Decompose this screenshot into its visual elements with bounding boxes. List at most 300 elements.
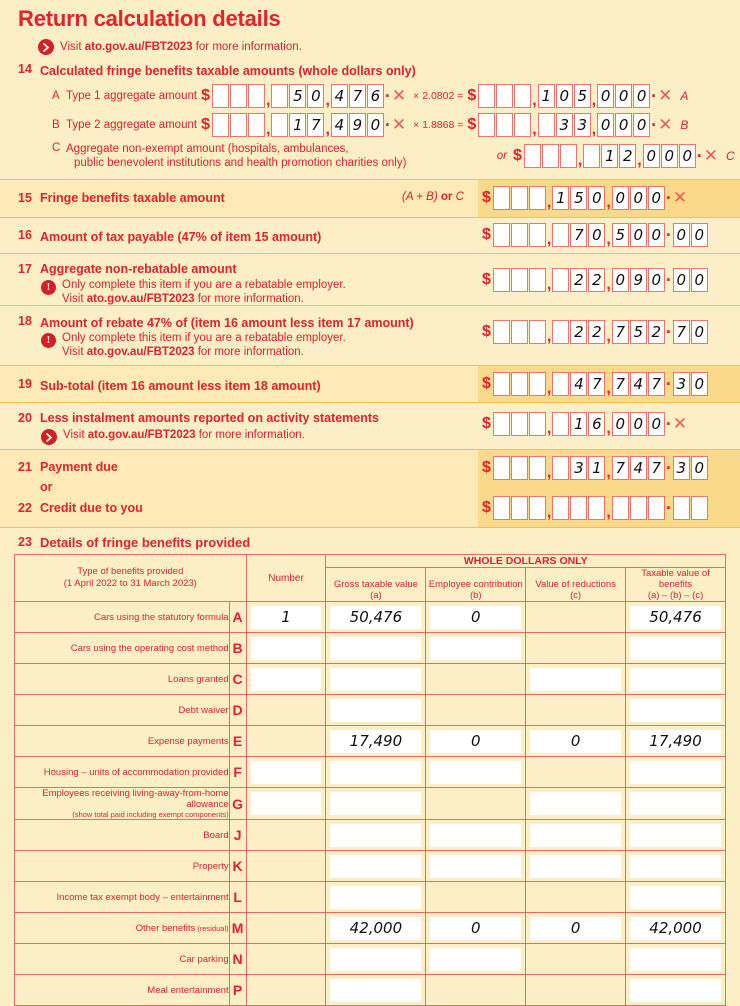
input-field[interactable] (630, 668, 721, 691)
gross-taxable-value-cell[interactable] (326, 820, 426, 851)
digit-box[interactable] (630, 496, 647, 520)
value-of-reductions-cell[interactable] (526, 788, 626, 820)
digit-box[interactable] (511, 268, 528, 292)
input-field[interactable] (330, 668, 421, 691)
digit-box[interactable] (248, 84, 265, 108)
digit-box[interactable] (230, 113, 247, 137)
thousands-comma: , (546, 380, 552, 397)
input-field[interactable]: 42,000 (630, 917, 721, 940)
digit-box[interactable]: 0 (630, 412, 647, 436)
input-field[interactable]: 50,476 (330, 606, 421, 629)
taxable-value-cell[interactable] (626, 664, 726, 695)
gross-taxable-value-cell[interactable] (326, 726, 426, 757)
cents-crossed-out-icon: ✕ (658, 115, 673, 135)
cents-box[interactable]: 7 (673, 320, 690, 344)
input-field[interactable] (630, 979, 721, 1002)
benefit-code: C (229, 664, 246, 695)
disabled-field (530, 699, 621, 722)
digit-box[interactable]: 0 (615, 84, 632, 108)
digit-box[interactable]: 0 (367, 113, 384, 137)
item-21-22-group (0, 449, 740, 527)
digit-box[interactable] (529, 456, 546, 480)
gross-taxable-value-cell[interactable] (326, 695, 426, 726)
gross-taxable-value-cell[interactable] (326, 975, 426, 1006)
thousands-comma: , (546, 194, 552, 211)
digit-box[interactable]: 6 (588, 412, 605, 436)
value-of-reductions-cell[interactable] (526, 664, 626, 695)
digit-box[interactable]: 0 (633, 84, 650, 108)
gross-taxable-value-cell[interactable] (326, 664, 426, 695)
digit-box[interactable] (529, 372, 546, 396)
digit-box[interactable]: 7 (588, 372, 605, 396)
digit-box[interactable]: 5 (289, 84, 306, 108)
digit-box[interactable] (524, 144, 541, 168)
disabled-field (430, 979, 521, 1002)
input-field[interactable] (330, 979, 421, 1002)
input-field[interactable] (430, 637, 521, 660)
input-field[interactable] (251, 668, 322, 691)
digit-box[interactable]: 0 (597, 113, 614, 137)
digit-box[interactable] (552, 456, 569, 480)
benefit-type-label: Income tax exempt body – entertainment (15, 882, 230, 913)
digit-box[interactable] (493, 223, 510, 247)
benefit-code: N (229, 944, 246, 975)
digit-box[interactable] (511, 320, 528, 344)
item-20-amount-field[interactable] (482, 412, 687, 436)
digit-box[interactable]: 6 (367, 84, 384, 108)
thousands-comma: , (577, 152, 583, 169)
digit-box[interactable]: 7 (648, 372, 665, 396)
input-field[interactable]: 0 (430, 606, 521, 629)
digit-box[interactable]: 0 (612, 412, 629, 436)
input-field[interactable] (630, 761, 721, 784)
digit-box[interactable] (511, 412, 528, 436)
dollar-sign: $ (482, 375, 491, 392)
digit-box[interactable]: 2 (588, 268, 605, 292)
input-field[interactable] (430, 761, 521, 784)
digit-box[interactable]: 0 (556, 84, 573, 108)
taxable-value-cell[interactable] (626, 820, 726, 851)
col-c-line-1: Value of reductions (535, 579, 616, 590)
digit-box[interactable] (514, 113, 531, 137)
number-cell (246, 695, 326, 726)
taxable-value-cell[interactable] (626, 788, 726, 820)
digit-box[interactable] (529, 223, 546, 247)
input-field[interactable] (530, 855, 621, 878)
ato-link[interactable]: ato.gov.au/FBT2023 (86, 346, 195, 358)
taxable-value-cell[interactable] (626, 882, 726, 913)
item-16-title: Amount of tax payable (40, 230, 175, 244)
digit-box[interactable]: 0 (679, 144, 696, 168)
number-cell (246, 726, 326, 757)
digit-box[interactable] (511, 372, 528, 396)
item-14-line-b (0, 113, 740, 137)
digit-box[interactable] (478, 113, 495, 137)
digit-box[interactable]: 1 (588, 456, 605, 480)
digit-box[interactable]: 0 (588, 223, 605, 247)
hundreds-comma: , (606, 276, 611, 293)
item-20-title: Less instalment amounts reported on activity statements (40, 411, 379, 425)
benefit-code: M (229, 913, 246, 944)
taxable-value-cell[interactable] (626, 695, 726, 726)
item-17-amount-field[interactable] (482, 268, 708, 292)
digit-box[interactable]: 0 (633, 113, 650, 137)
benefit-code: E (229, 726, 246, 757)
digit-box[interactable]: 0 (630, 223, 647, 247)
input-field[interactable] (630, 699, 721, 722)
digit-box[interactable] (529, 496, 546, 520)
digit-box[interactable] (570, 496, 587, 520)
taxable-value-cell[interactable] (626, 975, 726, 1006)
digit-box[interactable] (511, 496, 528, 520)
number-cell[interactable] (246, 664, 326, 695)
input-field[interactable]: 0 (430, 730, 521, 753)
digit-box[interactable] (538, 113, 555, 137)
col-header-number (246, 555, 326, 602)
gross-taxable-value-cell[interactable] (326, 944, 426, 975)
gross-taxable-value-cell[interactable] (326, 882, 426, 913)
disabled-field (251, 855, 322, 878)
digit-box[interactable] (529, 186, 546, 210)
disabled-field (530, 979, 621, 1002)
cents-box[interactable] (673, 496, 690, 520)
decimal-point: · (384, 115, 391, 135)
input-field[interactable]: 0 (430, 917, 521, 940)
input-field[interactable] (330, 792, 421, 815)
digit-box[interactable]: 0 (612, 186, 629, 210)
digit-box[interactable] (560, 144, 577, 168)
employee-contribution-cell[interactable] (426, 602, 526, 633)
gross-taxable-value-cell[interactable] (326, 757, 426, 788)
item-16-amount-field[interactable] (482, 223, 708, 247)
item-16 (0, 217, 740, 253)
input-field[interactable] (630, 824, 721, 847)
line-b-result-field[interactable] (467, 113, 672, 137)
digit-box[interactable]: 5 (570, 186, 587, 210)
digit-box[interactable] (552, 372, 569, 396)
input-field[interactable] (330, 761, 421, 784)
employee-contribution-cell (426, 975, 526, 1006)
table-row (15, 975, 726, 1006)
digit-box[interactable]: 0 (648, 223, 665, 247)
digit-box[interactable] (493, 372, 510, 396)
digit-box[interactable] (511, 186, 528, 210)
digit-box[interactable]: 0 (648, 412, 665, 436)
digit-box[interactable]: 2 (570, 268, 587, 292)
ato-link[interactable]: ato.gov.au/FBT2023 (87, 429, 196, 441)
thousands-comma: , (546, 328, 552, 345)
digit-box[interactable] (542, 144, 559, 168)
digit-box[interactable] (271, 84, 288, 108)
value-of-reductions-cell (526, 757, 626, 788)
digit-box[interactable]: 3 (570, 456, 587, 480)
item-18-subtitle: 47% of (item 16 amount less item 17 amount) (143, 316, 414, 330)
input-field[interactable] (251, 761, 322, 784)
item-17-note-1: Only complete this item if you are a rebatable employer. (62, 279, 346, 291)
digit-box[interactable]: 2 (570, 320, 587, 344)
number-cell[interactable] (246, 788, 326, 820)
digit-box[interactable] (493, 496, 510, 520)
digit-box[interactable] (496, 113, 513, 137)
dollar-sign: $ (201, 87, 210, 104)
digit-box[interactable]: 4 (331, 84, 348, 108)
taxable-value-cell[interactable] (626, 633, 726, 664)
digit-box[interactable]: 4 (630, 372, 647, 396)
item-21-amount-field[interactable] (482, 456, 708, 480)
line-a-result-field[interactable] (467, 84, 672, 108)
digit-box[interactable] (271, 113, 288, 137)
employee-contribution-cell[interactable] (426, 757, 526, 788)
number-cell (246, 975, 326, 1006)
digit-box[interactable]: 2 (648, 320, 665, 344)
cents-box[interactable]: 0 (691, 223, 708, 247)
digit-box[interactable]: 7 (612, 372, 629, 396)
item-17-note-2-suffix: for more information. (194, 293, 304, 305)
item-15-amount-field[interactable] (482, 186, 687, 210)
digit-box[interactable]: 0 (648, 186, 665, 210)
gross-taxable-value-cell[interactable] (326, 788, 426, 820)
thousands-comma: , (546, 504, 552, 521)
input-field[interactable] (330, 824, 421, 847)
input-field[interactable] (530, 668, 621, 691)
digit-box[interactable] (212, 84, 229, 108)
input-field[interactable] (430, 824, 521, 847)
digit-box[interactable]: 0 (597, 84, 614, 108)
digit-box[interactable]: 0 (643, 144, 660, 168)
cents-box[interactable]: 0 (691, 320, 708, 344)
col-a-line-1: Gross taxable value (333, 579, 418, 590)
digit-box[interactable] (248, 113, 265, 137)
digit-box[interactable] (612, 496, 629, 520)
table-row (15, 882, 726, 913)
gross-taxable-value-cell[interactable] (326, 602, 426, 633)
digit-box[interactable]: 1 (538, 84, 555, 108)
input-field[interactable]: 0 (530, 730, 621, 753)
digit-box[interactable]: 7 (570, 223, 587, 247)
cents-crossed-out-icon: ✕ (703, 146, 718, 166)
digit-box[interactable] (493, 268, 510, 292)
line-b-letter: B (52, 119, 60, 131)
digit-box[interactable]: 2 (619, 144, 636, 168)
digit-box[interactable]: 7 (612, 320, 629, 344)
input-field[interactable] (530, 824, 621, 847)
employee-contribution-cell[interactable] (426, 726, 526, 757)
input-field[interactable] (430, 948, 521, 971)
digit-box[interactable]: 5 (612, 223, 629, 247)
digit-box[interactable] (478, 84, 495, 108)
digit-box[interactable]: 0 (612, 268, 629, 292)
digit-box[interactable] (552, 496, 569, 520)
digit-box[interactable] (529, 412, 546, 436)
digit-box[interactable] (493, 320, 510, 344)
employee-contribution-cell[interactable] (426, 913, 526, 944)
item-23 (0, 527, 740, 1006)
cents-box[interactable]: 3 (673, 456, 690, 480)
cents-box[interactable]: 0 (673, 223, 690, 247)
table-row (15, 695, 726, 726)
item-22-amount-field[interactable] (482, 496, 708, 520)
ato-link[interactable]: ato.gov.au/FBT2023 (86, 293, 195, 305)
digit-box[interactable]: 9 (349, 113, 366, 137)
digit-box[interactable]: 0 (588, 186, 605, 210)
digit-box[interactable] (529, 268, 546, 292)
cents-box[interactable]: 3 (673, 372, 690, 396)
taxable-value-cell[interactable] (626, 602, 726, 633)
number-cell[interactable] (246, 633, 326, 664)
digit-box[interactable]: 0 (648, 268, 665, 292)
digit-box[interactable] (529, 320, 546, 344)
input-field[interactable] (330, 637, 421, 660)
line-c-result-field[interactable] (513, 144, 718, 168)
input-field[interactable]: 42,000 (330, 917, 421, 940)
line-b-amount-field[interactable] (201, 113, 406, 137)
digit-box[interactable]: 1 (601, 144, 618, 168)
taxable-value-cell[interactable] (626, 944, 726, 975)
table-row (15, 633, 726, 664)
digit-box[interactable] (552, 412, 569, 436)
digit-box[interactable] (514, 84, 531, 108)
employee-contribution-cell[interactable] (426, 820, 526, 851)
gross-taxable-value-cell[interactable] (326, 913, 426, 944)
cents-box[interactable]: 0 (691, 456, 708, 480)
digit-box[interactable] (493, 412, 510, 436)
digit-box[interactable]: 7 (648, 456, 665, 480)
item-15-title: Fringe benefits taxable amount (40, 191, 225, 205)
input-field[interactable] (330, 948, 421, 971)
formula-ab: (A + B) (402, 191, 438, 203)
digit-box[interactable] (552, 320, 569, 344)
taxable-value-cell[interactable] (626, 913, 726, 944)
digit-box[interactable] (588, 496, 605, 520)
digit-box[interactable]: 0 (615, 113, 632, 137)
input-field[interactable]: 0 (530, 917, 621, 940)
digit-box[interactable] (552, 268, 569, 292)
input-field[interactable] (330, 699, 421, 722)
number-cell[interactable] (246, 757, 326, 788)
gross-taxable-value-cell[interactable] (326, 633, 426, 664)
digit-box[interactable]: 4 (331, 113, 348, 137)
digit-box[interactable]: 1 (289, 113, 306, 137)
value-of-reductions-cell[interactable] (526, 851, 626, 882)
input-field[interactable] (530, 792, 621, 815)
digit-box[interactable]: 0 (307, 84, 324, 108)
digit-box[interactable]: 3 (574, 113, 591, 137)
input-field[interactable]: 50,476 (630, 606, 721, 629)
digit-box[interactable]: 7 (349, 84, 366, 108)
digit-box[interactable]: 9 (630, 268, 647, 292)
input-field[interactable] (630, 637, 721, 660)
digit-box[interactable] (230, 84, 247, 108)
digit-box[interactable] (496, 84, 513, 108)
gross-taxable-value-cell[interactable] (326, 851, 426, 882)
input-field[interactable] (630, 886, 721, 909)
taxable-value-cell[interactable] (626, 726, 726, 757)
employee-contribution-cell[interactable] (426, 851, 526, 882)
input-field[interactable] (630, 855, 721, 878)
digit-box[interactable]: 1 (552, 186, 569, 210)
value-of-reductions-cell[interactable] (526, 913, 626, 944)
cents-box[interactable] (691, 496, 708, 520)
digit-box[interactable]: 7 (307, 113, 324, 137)
hundreds-comma: , (325, 121, 330, 138)
input-field[interactable] (630, 792, 721, 815)
thousands-comma: , (546, 420, 552, 437)
value-of-reductions-cell (526, 633, 626, 664)
number-cell (246, 944, 326, 975)
decimal-point: · (651, 86, 658, 106)
digit-box[interactable]: 0 (661, 144, 678, 168)
input-field[interactable] (330, 855, 421, 878)
item-18-amount-field[interactable] (482, 320, 708, 344)
input-field[interactable] (430, 855, 521, 878)
input-field[interactable]: 1 (251, 606, 322, 629)
taxable-value-cell[interactable] (626, 757, 726, 788)
digit-box[interactable] (511, 223, 528, 247)
digit-box[interactable]: 0 (630, 186, 647, 210)
digit-box[interactable] (648, 496, 665, 520)
input-field[interactable]: 17,490 (630, 730, 721, 753)
input-field[interactable] (330, 886, 421, 909)
item-19-amount-field[interactable] (482, 372, 708, 396)
digit-box[interactable]: 7 (612, 456, 629, 480)
digit-box[interactable]: 4 (570, 372, 587, 396)
digit-box[interactable]: 3 (556, 113, 573, 137)
hundreds-comma: , (606, 231, 611, 248)
employee-contribution-cell[interactable] (426, 944, 526, 975)
digit-box[interactable]: 4 (630, 456, 647, 480)
digit-box[interactable] (583, 144, 600, 168)
value-of-reductions-cell (526, 944, 626, 975)
value-of-reductions-cell[interactable] (526, 820, 626, 851)
item-21-or-label: or (40, 480, 53, 494)
input-field[interactable]: 17,490 (330, 730, 421, 753)
digit-box[interactable] (212, 113, 229, 137)
digit-box[interactable]: 1 (570, 412, 587, 436)
input-field[interactable] (251, 792, 322, 815)
benefit-code: P (229, 975, 246, 1006)
decimal-point: · (665, 322, 672, 342)
digit-box[interactable] (493, 186, 510, 210)
digit-box[interactable] (552, 223, 569, 247)
value-of-reductions-cell (526, 975, 626, 1006)
item-19-number: 19 (18, 377, 32, 391)
header-visit-text (60, 41, 302, 53)
value-of-reductions-cell[interactable] (526, 726, 626, 757)
taxable-value-cell[interactable] (626, 851, 726, 882)
digit-box[interactable]: 5 (630, 320, 647, 344)
digit-box[interactable]: 5 (574, 84, 591, 108)
employee-contribution-cell[interactable] (426, 633, 526, 664)
number-cell[interactable] (246, 602, 326, 633)
hundreds-comma: , (591, 92, 597, 109)
line-a-amount-field[interactable] (201, 84, 406, 108)
digit-box[interactable] (493, 456, 510, 480)
benefit-code: D (229, 695, 246, 726)
input-field[interactable] (251, 637, 322, 660)
digit-box[interactable]: 2 (588, 320, 605, 344)
cents-box[interactable]: 0 (673, 268, 690, 292)
cents-box[interactable]: 0 (691, 268, 708, 292)
col-type-line-1: Type of benefits provided (77, 566, 184, 577)
ato-link[interactable]: ato.gov.au/FBT2023 (84, 41, 193, 53)
digit-box[interactable] (511, 456, 528, 480)
disabled-field (251, 730, 322, 753)
item-23-title: Details of fringe benefits provided (40, 535, 251, 550)
disabled-field (251, 824, 322, 847)
input-field[interactable] (630, 948, 721, 971)
cents-box[interactable]: 0 (691, 372, 708, 396)
thousands-comma: , (546, 464, 552, 481)
